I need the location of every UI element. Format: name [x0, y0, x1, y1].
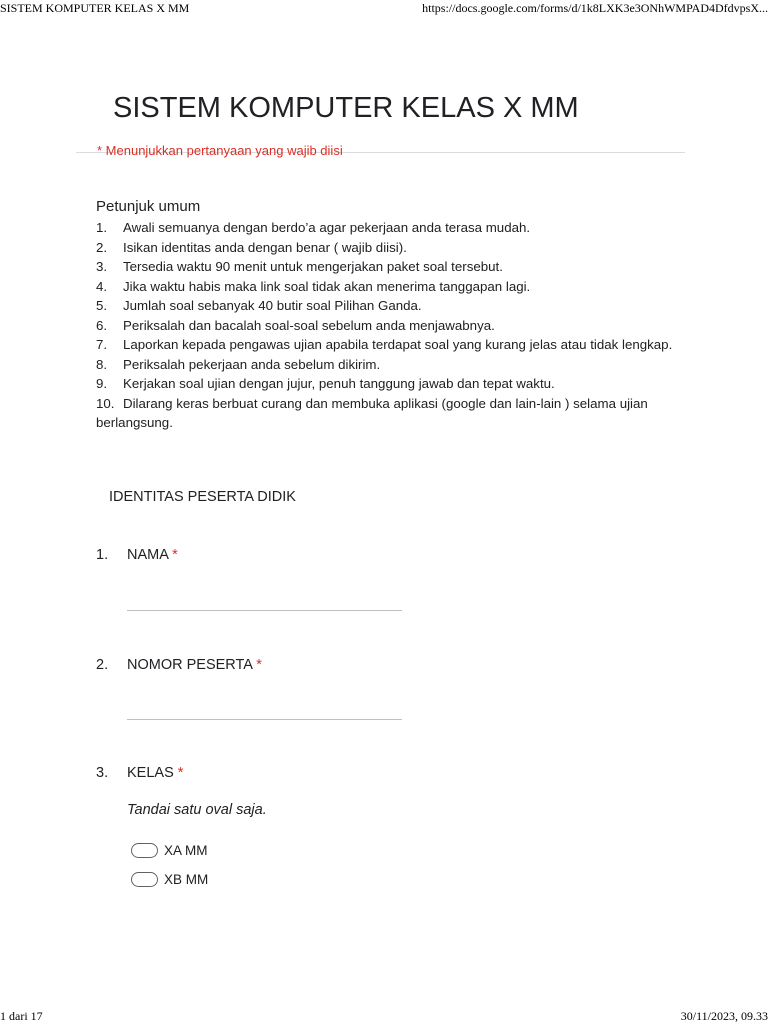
print-footer — [0, 1008, 768, 1024]
instruction-item — [96, 296, 676, 316]
question-label: NAMA — [127, 547, 169, 563]
instruction-item — [96, 394, 676, 433]
required-asterisk: * — [256, 657, 262, 673]
instruction-text: Periksalah pekerjaan anda sebelum dikirim. — [123, 356, 381, 372]
instruction-text: Awali semuanya dengan berdo’a agar pekerjaan anda terasa mudah. — [123, 220, 531, 235]
instruction-item — [96, 374, 676, 394]
instruction-number: 10. — [96, 395, 115, 411]
instruction-number: 3. — [96, 259, 108, 274]
instruction-text: Jumlah soal sebanyak 40 butir soal Pilihan Ganda. — [123, 298, 422, 313]
instruction-number: 9. — [96, 376, 108, 391]
question-kelas — [96, 763, 183, 783]
form-title: SISTEM KOMPUTER KELAS X MM — [113, 92, 579, 124]
instruction-item — [96, 218, 676, 238]
question-nomor-peserta — [96, 655, 262, 675]
required-note: * Menunjukkan pertanyaan yang wajib diisi — [97, 143, 343, 158]
instruction-text: Periksalah dan bacalah soal-soal sebelum anda menjawabnya. — [123, 317, 495, 333]
instructions-block — [96, 196, 676, 433]
instruction-number: 2. — [96, 239, 108, 255]
instruction-number: 5. — [96, 298, 108, 313]
instruction-number: 1. — [96, 220, 108, 235]
question-number: 1. — [96, 547, 109, 563]
instruction-text: Jika waktu habis maka link soal tidak akan menerima tanggapan lagi. — [123, 278, 531, 294]
instruction-text: Laporkan kepada pengawas ujian apabila terdapat soal yang kurang jelas atau tidak lengkap. — [123, 337, 673, 352]
print-header — [0, 0, 768, 16]
radio-oval[interactable] — [131, 843, 158, 858]
print-header-url: https://docs.google.com/forms/d/1k8LXK3e3ONhWMPAD4DfdvpsX... — [422, 1, 768, 15]
instruction-text: Kerjakan soal ujian dengan jujur, penuh tanggung jawab dan tepat waktu. — [123, 376, 555, 391]
option-xa-mm[interactable] — [131, 840, 208, 860]
option-xb-mm[interactable] — [131, 869, 208, 889]
print-header-title: SISTEM KOMPUTER KELAS X MM — [0, 1, 190, 15]
question-number: 3. — [96, 765, 109, 781]
radio-oval[interactable] — [131, 872, 158, 887]
nomor-peserta-answer-field[interactable] — [127, 719, 402, 720]
option-label: XA MM — [164, 842, 208, 858]
page-counter: 1 dari 17 — [0, 1009, 43, 1023]
instruction-item — [96, 257, 676, 277]
instruction-number: 8. — [96, 356, 108, 372]
option-label: XB MM — [164, 871, 209, 887]
section-title: IDENTITAS PESERTA DIDIK — [109, 489, 296, 505]
question-label: NOMOR PESERTA — [127, 657, 253, 673]
instruction-text: Dilarang keras berbuat curang dan membuka aplikasi (google dan lain-lain ) selama ujian berlangsung. — [96, 395, 648, 430]
nama-answer-field[interactable] — [127, 610, 402, 611]
instruction-item — [96, 355, 676, 375]
instruction-number: 7. — [96, 337, 108, 352]
instruction-number: 4. — [96, 278, 108, 294]
instruction-number: 6. — [96, 317, 108, 333]
question-label: KELAS — [127, 765, 174, 781]
instruction-item — [96, 335, 676, 355]
question-number: 2. — [96, 657, 109, 673]
question-nama — [96, 545, 178, 565]
instruction-item — [96, 238, 676, 258]
print-datetime: 30/11/2023, 09.33 — [680, 1009, 768, 1023]
required-asterisk: * — [172, 547, 178, 563]
instruction-text: Tersedia waktu 90 menit untuk mengerjakan paket soal tersebut. — [123, 259, 503, 274]
instruction-item — [96, 316, 676, 336]
instructions-heading: Petunjuk umum — [96, 198, 201, 215]
kelas-hint: Tandai satu oval saja. — [127, 802, 267, 818]
required-asterisk: * — [177, 765, 184, 781]
instruction-item — [96, 277, 676, 297]
instruction-text: Isikan identitas anda dengan benar ( wajib diisi). — [123, 239, 407, 255]
